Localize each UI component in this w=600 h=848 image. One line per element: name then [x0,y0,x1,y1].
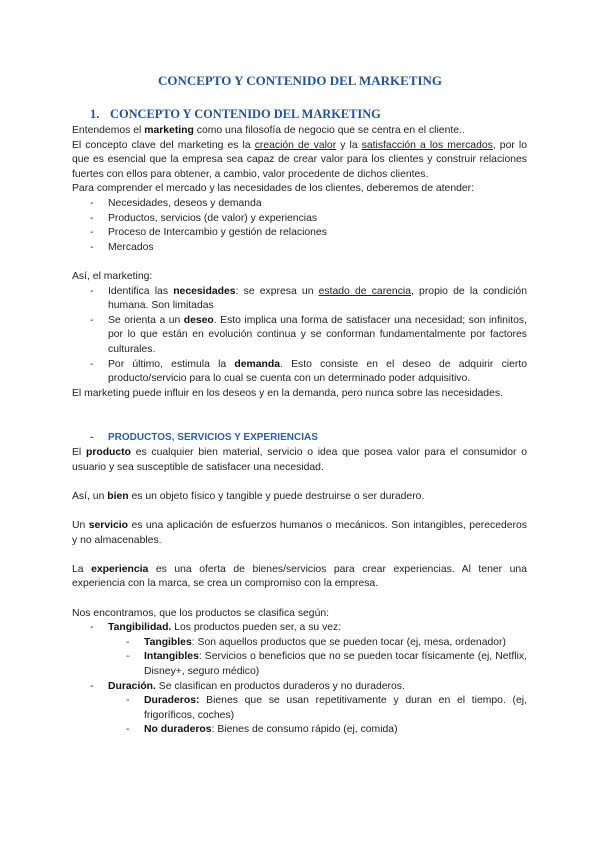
spacer [72,475,527,490]
text: Bienes que se usan repetitivamente y duran en el tiempo. (ej, frigoríficos, coches) [144,695,527,721]
text: Se orienta a un [108,314,184,326]
list-item: - Productos, servicios (de valor) y experiencias [72,212,527,227]
spacer [72,592,527,607]
text: es una oferta de bienes/servicios para crear experiencias. Al tener una experiencia con la marca, se crea un compromiso con la empresa. [72,563,527,590]
text: Los productos pueden ser, a su vez: [171,622,342,634]
text: . Esto consiste en el deseo de adquirir cierto producto/servicio para lo cual se cuenta con un determinado poder adquisitivo. [108,358,527,385]
underlined-term: estado de carencia [318,285,411,297]
section-2-dash: - [90,432,94,443]
text: Un [72,519,89,531]
paragraph-producto [72,446,527,475]
list-item [72,285,527,314]
bold-term: experiencia [91,563,149,575]
text: : se expresa un [235,285,319,297]
document-title: CONCEPTO Y CONTENIDO DEL MARKETING [157,73,443,88]
text: como una filosofía de negocio que se centra en el cliente.. [193,125,465,136]
section-2-heading [90,431,318,445]
bold-term: deseo [183,314,214,326]
list-item [72,358,527,387]
bold-term: demanda [234,358,280,370]
bold-term: servicio [88,519,129,531]
bold-term: producto [85,447,131,458]
sublist-item [72,650,527,679]
section-1-body [72,124,527,401]
text: Entendemos el [72,125,145,136]
list-item [72,314,527,358]
sublist-item [72,694,527,723]
text: , propio de la condición humana. Son limitadas [108,285,527,312]
bold-term: Intangibles [144,651,199,663]
paragraph-influence: El marketing puede influir en los deseos y en la demanda, pero nunca sobre las necesidades. [72,387,503,399]
paragraph-asi-marketing: Así, el marketing: [72,270,153,282]
bold-term: Duraderos: [144,695,200,707]
text: Se clasifican en productos duraderos y no duraderos. [155,680,405,692]
text: Así, un [72,490,108,502]
text: La [72,563,92,575]
text: , por lo que es esencial que la empresa sea capaz de crear valor para los clientes y construir relaciones fuertes con ellos para obtener, a cambio, valor procedente de dichos clientes. [72,139,527,180]
paragraph-bien [72,490,527,505]
paragraph-experiencia [72,563,527,592]
underlined-term: satisfacción a los mercados [361,139,493,151]
sublist-item [72,723,527,738]
bold-term: necesidades [173,285,236,297]
text: : Bienes de consumo rápido (ej, comida) [211,724,398,736]
text: es cualquier bien material, servicio o idea que posea valor para el consumidor o usuario y sea susceptible de satisfacer una necesidad. [72,447,527,473]
text: es un objeto físico y tangible y puede destruirse o ser duradero. [128,490,425,502]
text: El [72,447,86,458]
paragraph-servicio [72,519,527,548]
list-item-tangibilidad [72,621,527,679]
text: : Son aquellos productos que se pueden tocar (ej, mesa, ordenador) [191,636,506,648]
tangibility-sublist [72,636,527,680]
paragraph-understand-market: Para comprender el mercado y las necesidades de los clientes, deberemos de atender: [72,183,474,195]
section-1-number: 1. [90,107,100,121]
spacer [72,548,527,563]
underlined-term: creación de valor [254,139,337,151]
text: . Esto implica una forma de satisfacer una necesidad; son infinitos, por lo que están en evolución continua y se conforman fundamentalmente por factores culturales. [108,314,527,355]
section-2-body [72,446,527,738]
marketing-functions-list [72,285,527,387]
text: Identifica las [108,285,174,297]
bold-term: No duraderos [144,724,212,736]
paragraph-marketing-definition [72,124,527,139]
list-item: - Necesidades, deseos y demanda [72,197,527,212]
list-item: - Proceso de Intercambio y gestión de relaciones [72,226,527,241]
section-1-heading-text: CONCEPTO Y CONTENIDO DEL MARKETING [110,107,381,121]
section-1-heading [90,107,381,122]
list-item-duracion [72,680,527,738]
text: es una aplicación de esfuerzos humanos o mecánicos. Son intangibles, perecederos y no almacenables. [72,519,527,546]
bold-term: Duración. [108,680,156,692]
classification-list [72,621,527,738]
bold-term: bien [107,490,129,502]
text: Por último, estimula la [108,358,235,370]
attend-list [72,197,527,255]
text: : Servicios o beneficios que no se pueden tocar físicamente (ej, Netflix, Disney+, seguro médico) [144,651,527,677]
paragraph-clasificacion: Nos encontramos, que los productos se clasifica según: [72,607,330,619]
spacer [72,504,527,519]
section-2-heading-text: PRODUCTOS, SERVICIOS Y EXPERIENCIAS [108,432,318,443]
text: El concepto clave del marketing es la [72,139,255,151]
list-item: - Mercados [72,241,527,256]
spacer [72,255,527,270]
sublist-item [72,636,527,651]
text: y la [336,139,362,151]
duration-sublist [72,694,527,738]
bold-term: Tangibilidad. [108,622,172,634]
bold-term: marketing [144,125,194,136]
paragraph-key-concept [72,139,527,183]
bold-term: Tangibles [144,636,192,648]
